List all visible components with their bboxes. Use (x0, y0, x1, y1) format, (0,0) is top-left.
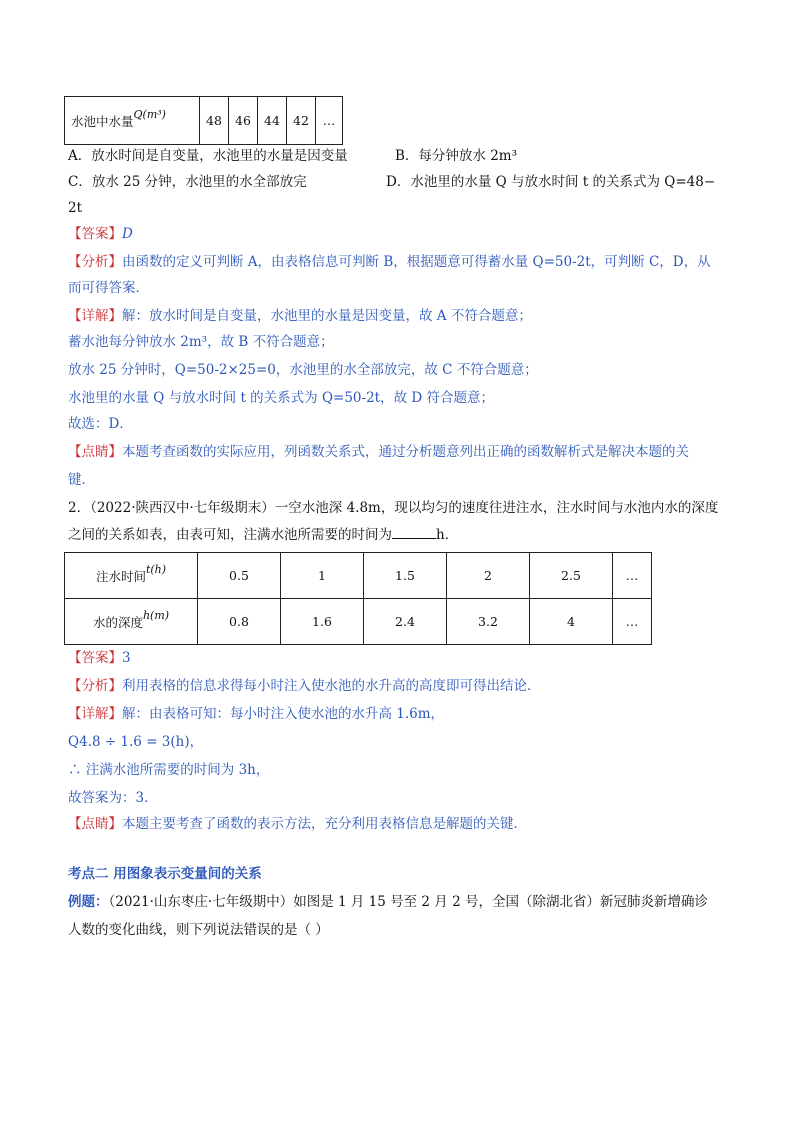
table1-cell: 42 (287, 97, 316, 145)
comment-text-continued: 键． (68, 472, 95, 488)
detail-text: 解：放水时间是自变量，水池里的水量是因变量，故 A 不符合题意； (122, 308, 532, 324)
detail-text: 解：由表格可知：每小时注入使水池的水升高 1.6m， (122, 706, 445, 722)
example-text: （2021·山东枣庄·七年级期中）如图是 1 月 15 号至 2 月 2 号，全国（除湖北省）新冠肺炎新增确诊 (108, 894, 708, 910)
detail-label: 【详解】 (68, 706, 122, 722)
q2-detail-line (68, 704, 444, 724)
option-a: A．放水时间是自变量，水池里的水量是因变量 (68, 148, 348, 164)
detail-text: 放水 25 分钟时，Q=50-2×25=0，水池里的水全部放完，故 C 不符合题意； (68, 362, 538, 378)
comment-text: 本题考查函数的实际应用，列函数关系式，通过分析题意列出正确的函数解析式是解决本题的关 (122, 444, 689, 460)
answer-label: 【答案】 (68, 226, 122, 242)
comment-text: 本题主要考查了函数的表示方法，充分利用表格信息是解题的关键． (122, 816, 527, 832)
table1-header-cell (65, 97, 200, 145)
table2-row2-header (65, 599, 198, 645)
q2-answer-line (68, 648, 131, 668)
table2-cell: 2.5 (530, 553, 613, 599)
section-heading: 考点二 用图象表示变量间的关系 (68, 866, 262, 882)
table1-cell: 46 (229, 97, 258, 145)
q2-stem-unit: h． (436, 527, 459, 543)
table1-header: 水池中水量 (71, 113, 134, 129)
detail-text: 故答案为：3． (68, 790, 158, 806)
table2-row2-unit: h(m) (142, 608, 170, 622)
q2-stem-text: 之间的关系如表，由表可知，注满水池所需要的时间为 (68, 527, 392, 543)
table2-row1-label: 注水时间 (95, 568, 146, 584)
q2-stem-continued (68, 524, 458, 545)
detail-text: 蓄水池每分钟放水 2m³，故 B 不符合题意； (68, 334, 334, 350)
option-c: C．放水 25 分钟，水池里的水全部放完 (68, 174, 307, 190)
table2-row2-label: 水的深度 (92, 614, 143, 630)
detail-text: 水池里的水量 Q 与放水时间 t 的关系式为 Q=50-2t，故 D 符合题意； (68, 390, 494, 406)
table1-cell: … (316, 97, 343, 145)
option-d: D．水池里的水量 Q 与放水时间 t 的关系式为 Q=48− (386, 174, 716, 190)
table2-cell: 0.5 (198, 553, 281, 599)
q1-answer-line (68, 224, 133, 244)
q2-stem: 2．（2022·陕西汉中·七年级期末）一空水池深 4.8m，现以均匀的速度往进注水，注水时间与水池内水的深度 (68, 500, 719, 516)
answer-blank (392, 524, 436, 539)
analysis-text: 由函数的定义可判断 A，由表格信息可判断 B，根据题意可得蓄水量 Q=50-2t，可判断 C，D，从 (122, 254, 711, 270)
answer-value: D (122, 226, 133, 242)
table2-cell: 3.2 (447, 599, 530, 645)
water-depth-table (64, 552, 652, 645)
table2-row1-unit: t(h) (145, 562, 167, 576)
comment-label: 【点睛】 (68, 444, 122, 460)
detail-label: 【详解】 (68, 308, 122, 324)
q1-comment-line (68, 442, 689, 462)
analysis-text: 利用表格的信息求得每小时注入使水池的水升高的高度即可得出结论． (122, 678, 541, 694)
q2-analysis-line (68, 676, 541, 696)
analysis-text-continued: 而可得答案． (68, 280, 149, 296)
example-line (68, 892, 708, 912)
table2-cell: 1 (281, 553, 364, 599)
detail-text: ∴ 注满水池所需要的时间为 3h， (68, 762, 270, 778)
table1-cell: 48 (200, 97, 229, 145)
table2-cell: 1.6 (281, 599, 364, 645)
table2-cell: 1.5 (364, 553, 447, 599)
option-d-continued: 2t (68, 200, 83, 216)
example-text-continued: 人数的变化曲线，则下列说法错误的是（ ） (68, 922, 329, 938)
table2-cell: 4 (530, 599, 613, 645)
analysis-label: 【分析】 (68, 678, 122, 694)
table2-cell: … (613, 553, 652, 599)
q2-comment-line (68, 814, 527, 834)
table2-cell: 0.8 (198, 599, 281, 645)
table2-row1-header (65, 553, 198, 599)
table1-cell: 44 (258, 97, 287, 145)
example-label: 例题： (68, 894, 109, 910)
detail-text: 故选：D． (68, 416, 133, 432)
answer-label: 【答案】 (68, 650, 122, 666)
option-b: B．每分钟放水 2m³ (395, 148, 518, 164)
comment-label: 【点睛】 (68, 816, 122, 832)
table2-cell: 2.4 (364, 599, 447, 645)
table1-unit: Q(m³) (133, 107, 166, 121)
q1-detail-line (68, 306, 532, 326)
table2-cell: … (613, 599, 652, 645)
water-amount-table (64, 96, 343, 145)
table2-cell: 2 (447, 553, 530, 599)
q1-analysis-line (68, 252, 711, 272)
detail-formula: Q4.8 ÷ 1.6 = 3(h)， (68, 734, 204, 750)
answer-value: 3 (122, 650, 131, 666)
analysis-label: 【分析】 (68, 254, 122, 270)
